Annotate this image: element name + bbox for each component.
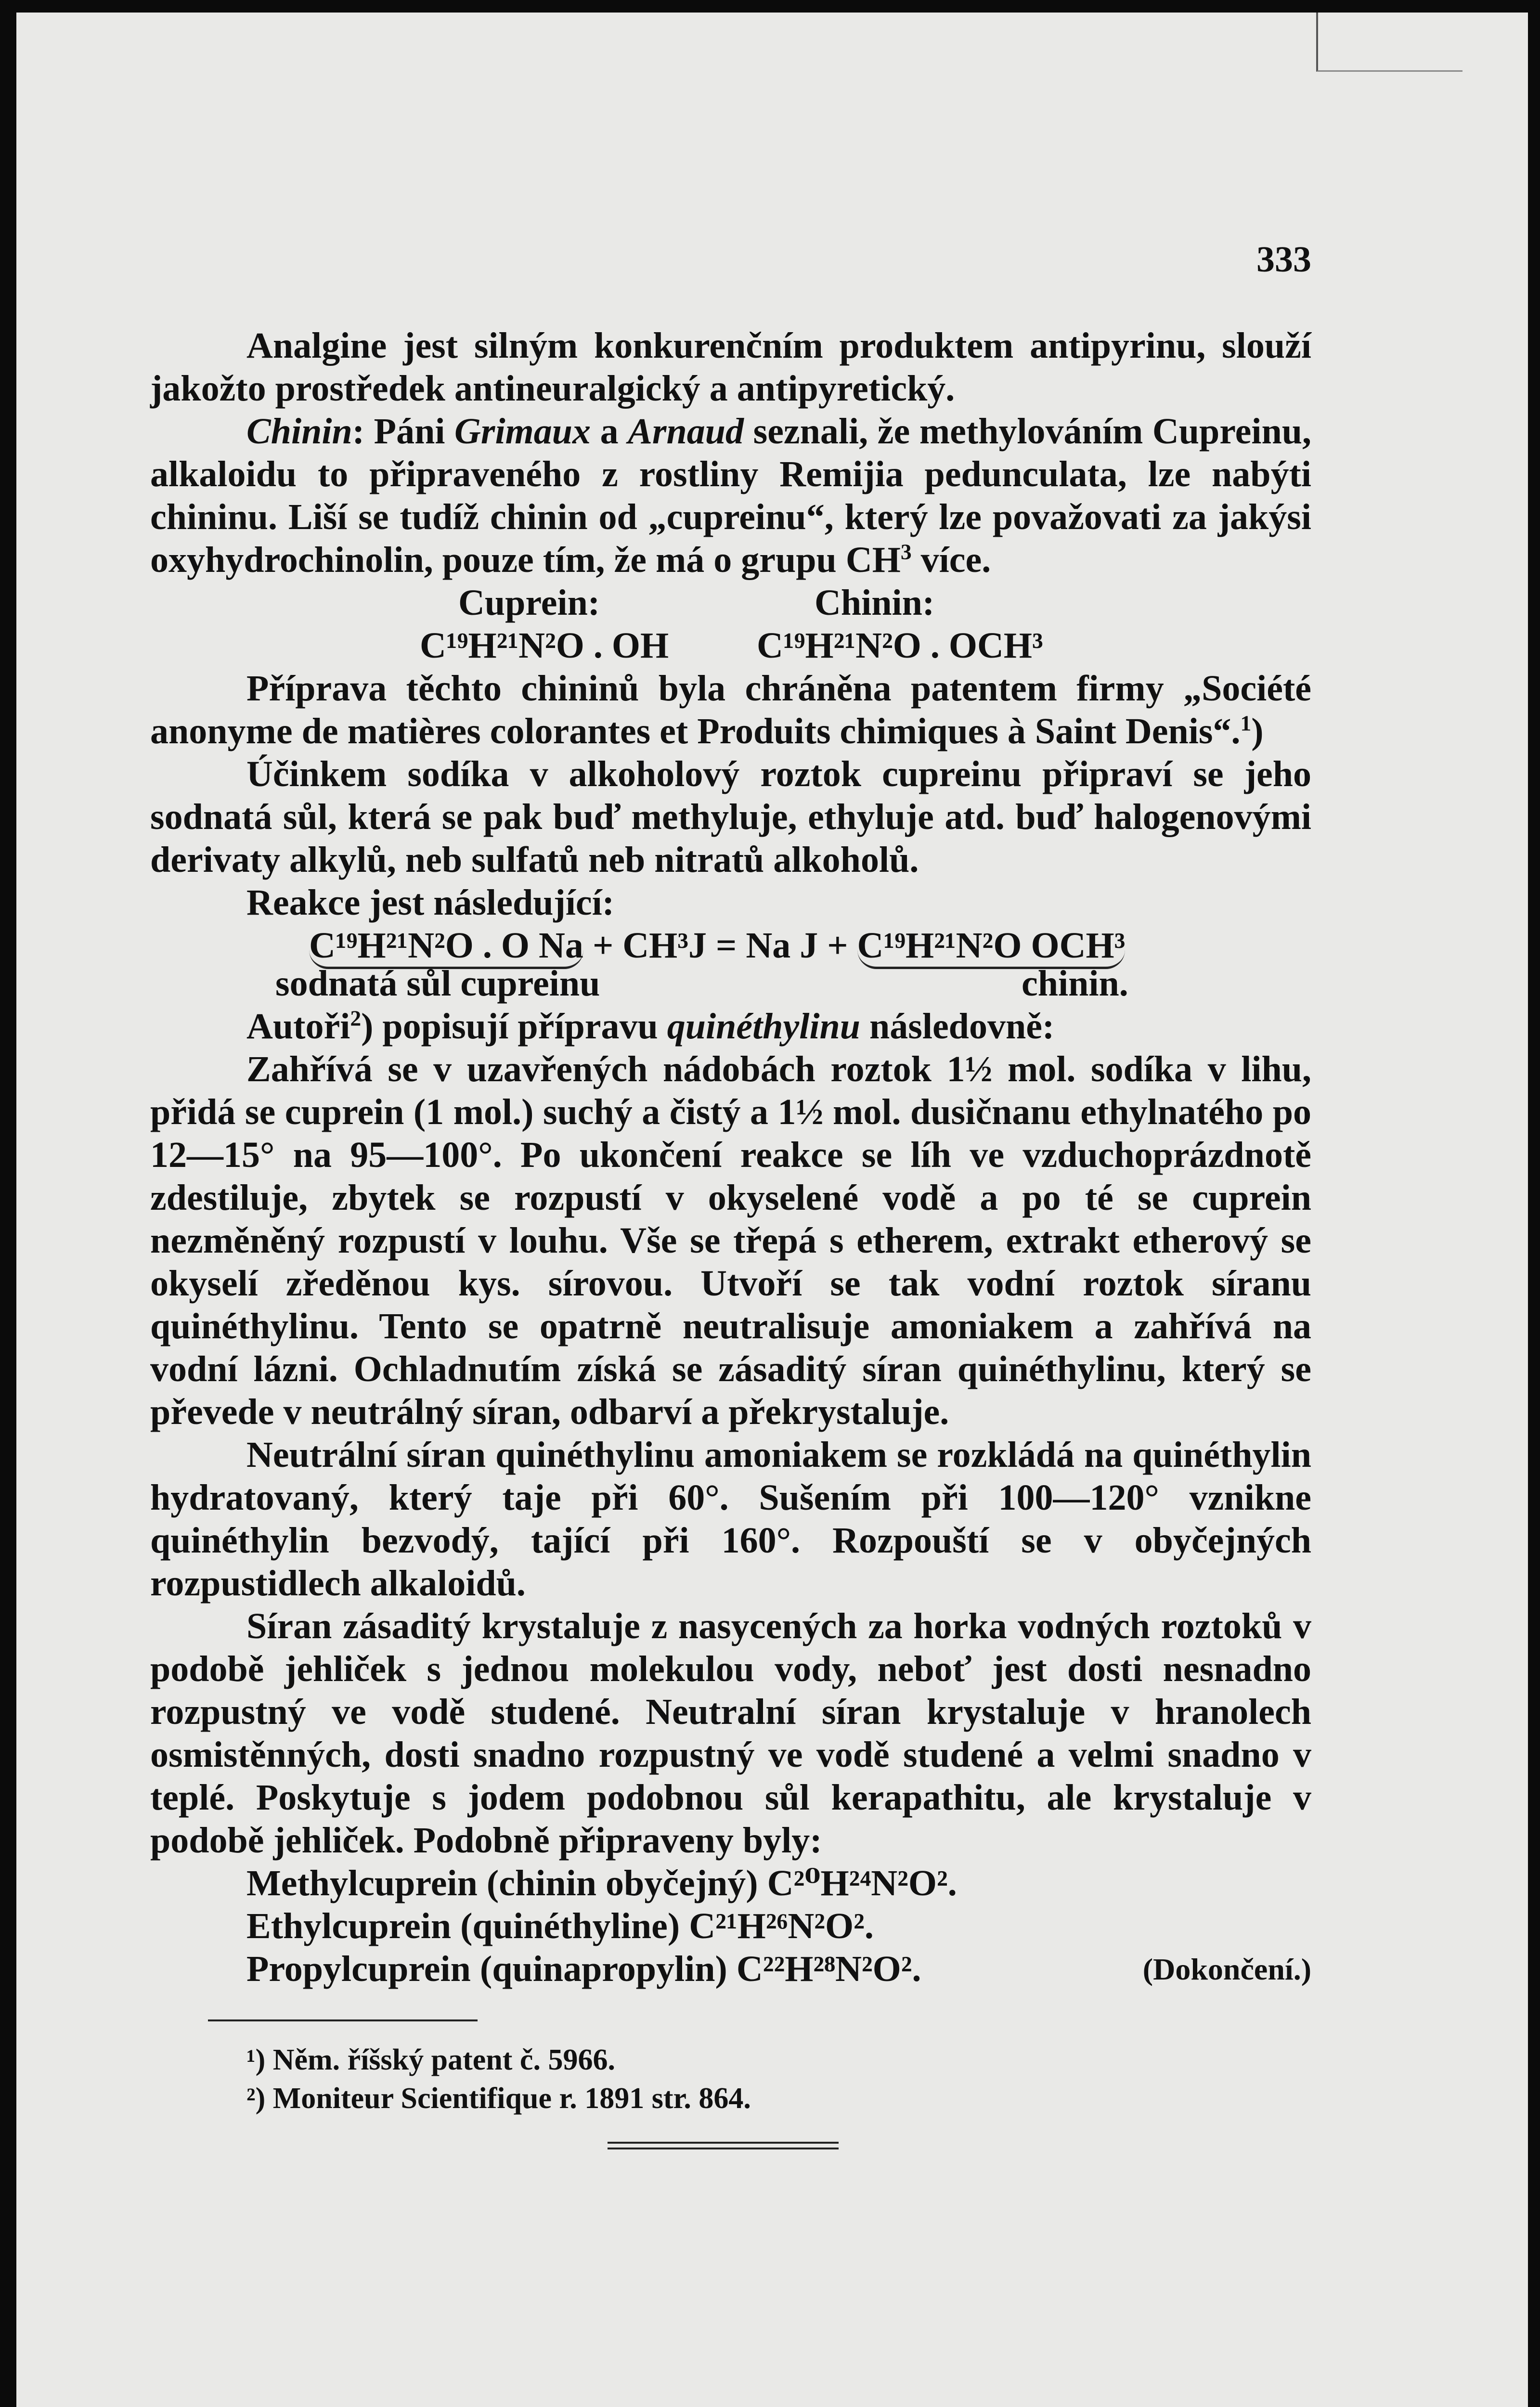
paragraph-neutral-sulfate: Neutrální síran quinéthylinu amoniakem se rozkládá na quinéthylin hydratovaný, který taje při 60°. Sušením při 100—120° vznikne quinéthylin bezvodý, tající při 160°. Rozpouští se v obyčejných rozpustidlech alkaloidů. xyxy=(150,1435,1311,1604)
text-fragment: a xyxy=(591,411,628,452)
text-fragment: ) popisují přípravu xyxy=(361,1006,667,1047)
author-arnaud: Arnaud xyxy=(628,411,744,452)
author-grimaux: Grimaux xyxy=(454,411,591,452)
chinin-heading: Chinin xyxy=(246,411,352,452)
reaction-operator: + CH³J = Na J + xyxy=(583,925,857,966)
cuprein-label: Cuprein: xyxy=(458,582,600,623)
paragraph-procedure: Zahřívá se v uzavřených nádobách roztok 1½ mol. sodíka v lihu, přidá se cuprein (1 mol.) suchý a čistý a 1½ mol. dusičnanu ethylnatého po 12—15° na 95—100°. Po ukončení reakce se líh ve vzduchoprázdnotě zdestiluje, zbytek se rozpustí v okyselené vodě a po té se cuprein nezměněný rozpustí v louhu. Vše se třepá s etherem, extrakt etherový se okyselí zředěnou kys. sírovou. Utvoří se tak vodní roztok síranu quinéthylinu. Tento se opatrně neutralisuje amoniakem a zahřívá na vodní lázni. Ochladnutím získá se zásaditý síran quinéthylinu, který se převede v neutrálný síran, odbarví a překrystaluje. xyxy=(150,1049,1311,1432)
list-item: Ethylcuprein (quinéthyline) C²¹H²⁶N²O². xyxy=(246,1906,874,1946)
text-fragment: seznali, že methylováním Cupreinu, alkaloidu to připraveného z rostliny Remijia pedunculata, lze nabýti chininu. Liší se tudíž chinin od „cupreinu“, který lze považovati za jakýsi oxyhydrochinolin, pouze tím, že má o grupu CH xyxy=(150,411,1312,580)
end-note: (Dokončení.) xyxy=(1142,1952,1311,1986)
paragraph-sodium: Účinkem sodíka v alkoholový roztok cupreinu připraví se jeho sodnatá sůl, která se pak buď methyluje, ethyluje atd. buď halogenovými derivaty alkylů, neb sulfatů neb nitratů alkoholů. xyxy=(150,754,1311,880)
reaction-equation xyxy=(150,924,1311,967)
footnote-ref-1: 1 xyxy=(1240,711,1252,736)
formula-row xyxy=(150,624,1311,667)
text-fragment: Příprava těchto chininů byla chráněna patentem firmy „Société anonyme de matières colorantes et Produits chimiques à Saint Denis“. xyxy=(150,668,1311,751)
paragraph-basic-sulfate: Síran zásaditý krystaluje z nasycených za horka vodných roztoků v podobě jehliček s jednou molekulou vody, neboť jest dosti nesnadno rozpustný ve vodě studené. Neutralní síran krystaluje v hranolech osmistěnných, dosti snadno rozpustný ve vodě studené a velmi snadno v teplé. Poskytuje s jodem podobnou sůl kerapathitu, ale krystaluje v podobě jehliček. Podobně připraveny byly: xyxy=(150,1606,1311,1861)
text-fragment: : Páni xyxy=(352,411,455,452)
footnote-divider xyxy=(208,2019,478,2021)
reaction-labels xyxy=(150,962,1311,1005)
text-fragment: ) xyxy=(1251,711,1264,751)
paragraph-chinin xyxy=(150,410,1311,582)
paragraph-authors xyxy=(150,1005,1311,1048)
label-chinin: chinin. xyxy=(1022,963,1128,1004)
reaction-product: C¹⁹H²¹N²O OCH³ xyxy=(857,925,1126,969)
text-fragment: následovně: xyxy=(860,1006,1055,1047)
label-sodium-salt: sodnatá sůl cupreinu xyxy=(275,963,600,1004)
scanned-page xyxy=(16,13,1528,2407)
scan-corner-mark xyxy=(1316,13,1462,72)
quinethylin-term: quinéthylinu xyxy=(667,1006,860,1047)
footnote-item: ²) Moniteur Scientifique r. 1891 str. 864. xyxy=(246,2082,751,2115)
footnote-item: ¹) Něm. říšský patent č. 5966. xyxy=(246,2044,615,2076)
text-fragment: více. xyxy=(911,540,991,580)
chinin-label: Chinin: xyxy=(815,582,935,623)
reaction-reactant: C¹⁹H²¹N²O . O Na xyxy=(309,925,583,969)
list-item: Methylcuprein (chinin obyčejný) C²⁰H²⁴N²O². xyxy=(246,1863,957,1903)
list-item: Propylcuprein (quinapropylin) C²²H²⁸N²O². xyxy=(246,1949,921,1989)
paragraph-reaction-intro: Reakce jest následující: xyxy=(246,882,615,923)
formula-names-row xyxy=(150,582,1311,624)
paragraph-analgine: Analgine jest silným konkurenčním produktem antipyrinu, slouží jakožto prostředek antineuralgický a antipyretický. xyxy=(150,325,1311,409)
chinin-formula: C¹⁹H²¹N²O . OCH³ xyxy=(757,625,1043,666)
closing-double-rule xyxy=(608,2142,839,2149)
page-number: 333 xyxy=(1256,239,1311,280)
article-body xyxy=(150,239,1311,2149)
text-fragment: Autoři xyxy=(246,1006,350,1047)
footnote-ref-2: 2 xyxy=(350,1006,362,1031)
footnotes xyxy=(150,2041,1311,2118)
cuprein-formula: C¹⁹H²¹N²O . OH xyxy=(420,625,669,666)
superscript: 3 xyxy=(900,539,912,564)
paragraph-patent xyxy=(150,667,1311,753)
